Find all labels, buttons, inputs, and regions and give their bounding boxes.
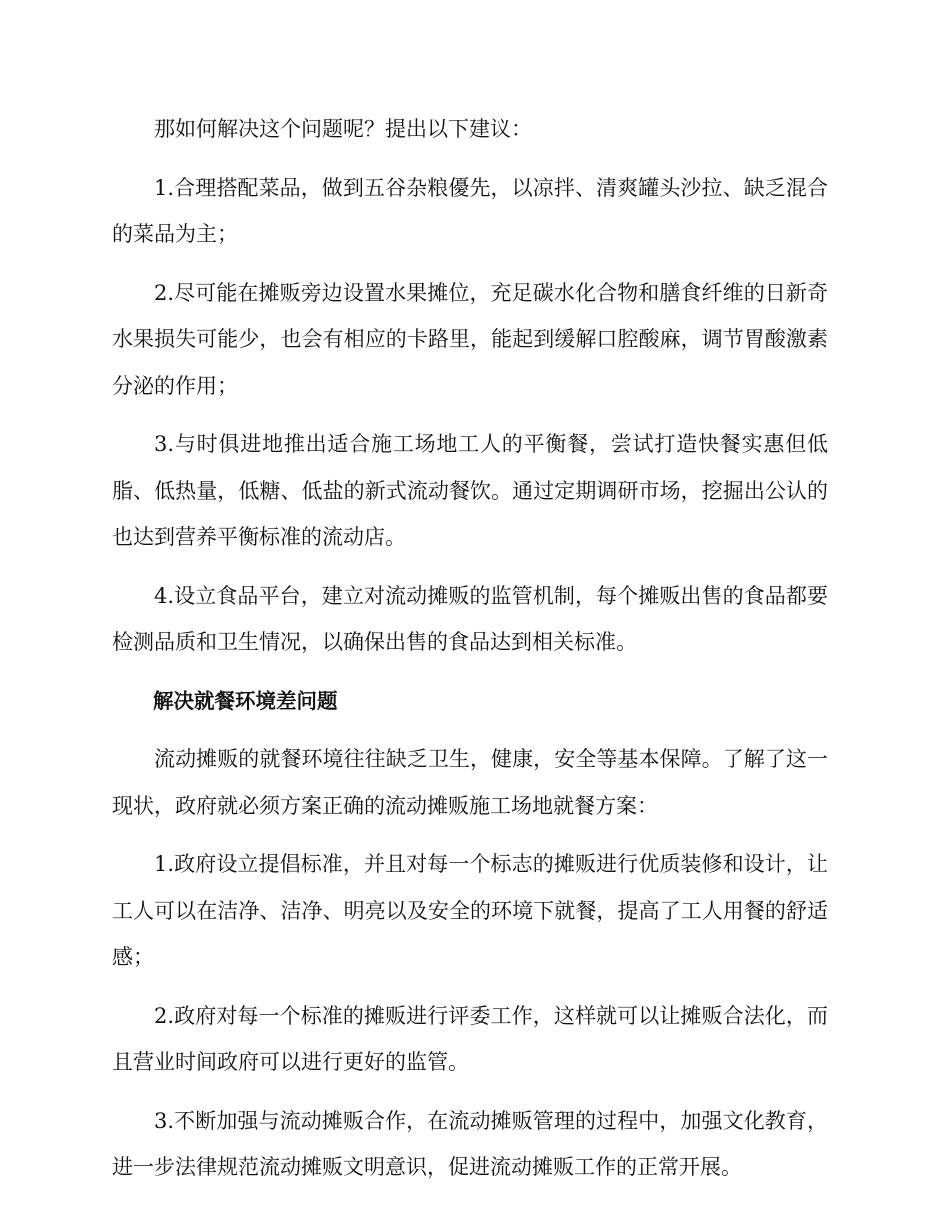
suggestion-item-2: 2.尽可能在摊贩旁边设置水果摊位，充足碳水化合物和膳食纤维的日新奇水果损失可能少，也会有相应的卡路里，能起到缓解口腔酸麻，调节胃酸激素分泌的作用；: [112, 280, 828, 398]
suggestion-item-3: 3.与时俱进地推出适合施工场地工人的平衡餐，尝试打造快餐实惠但低脂、低热量，低糖、低盐的新式流动餐饮。通过定期调研市场，挖掘出公认的也达到营养平衡标准的流动店。: [112, 432, 828, 549]
measure-item-2: 2.政府对每一个标准的摊贩进行评委工作，这样就可以让摊贩合法化，而且营业时间政府可以进行更好的监管。: [112, 1003, 828, 1074]
section-heading: 解决就餐环境差问题: [153, 688, 338, 713]
intro-paragraph: 那如何解决这个问题呢？提出以下建议：: [154, 117, 532, 141]
measure-item-3: 3.不断加强与流动摊贩合作，在流动摊贩管理的过程中，加强文化教育，进一步法律规范流动摊贩文明意识，促进流动摊贩工作的正常开展。: [112, 1108, 828, 1179]
document-body: [112, 106, 828, 1203]
suggestion-item-4: 4.设立食品平台，建立对流动摊贩的监管机制，每个摊贩出售的食品都要检测品质和卫生情况，以确保出售的食品达到相关标准。: [112, 583, 828, 654]
suggestion-item-1: 1.合理搭配菜品，做到五谷杂粮優先，以凉拌、清爽罐头沙拉、缺乏混合的菜品为主；: [112, 175, 828, 246]
section-intro-paragraph: 流动摊贩的就餐环境往往缺乏卫生，健康，安全等基本保障。了解了这一现状，政府就必须方案正确的流动摊贩施工场地就餐方案：: [112, 747, 828, 818]
measure-item-1: 1.政府设立提倡标准，并且对每一个标志的摊贩进行优质装修和设计，让工人可以在洁净、洁净、明亮以及安全的环境下就餐，提高了工人用餐的舒适感；: [112, 852, 828, 969]
